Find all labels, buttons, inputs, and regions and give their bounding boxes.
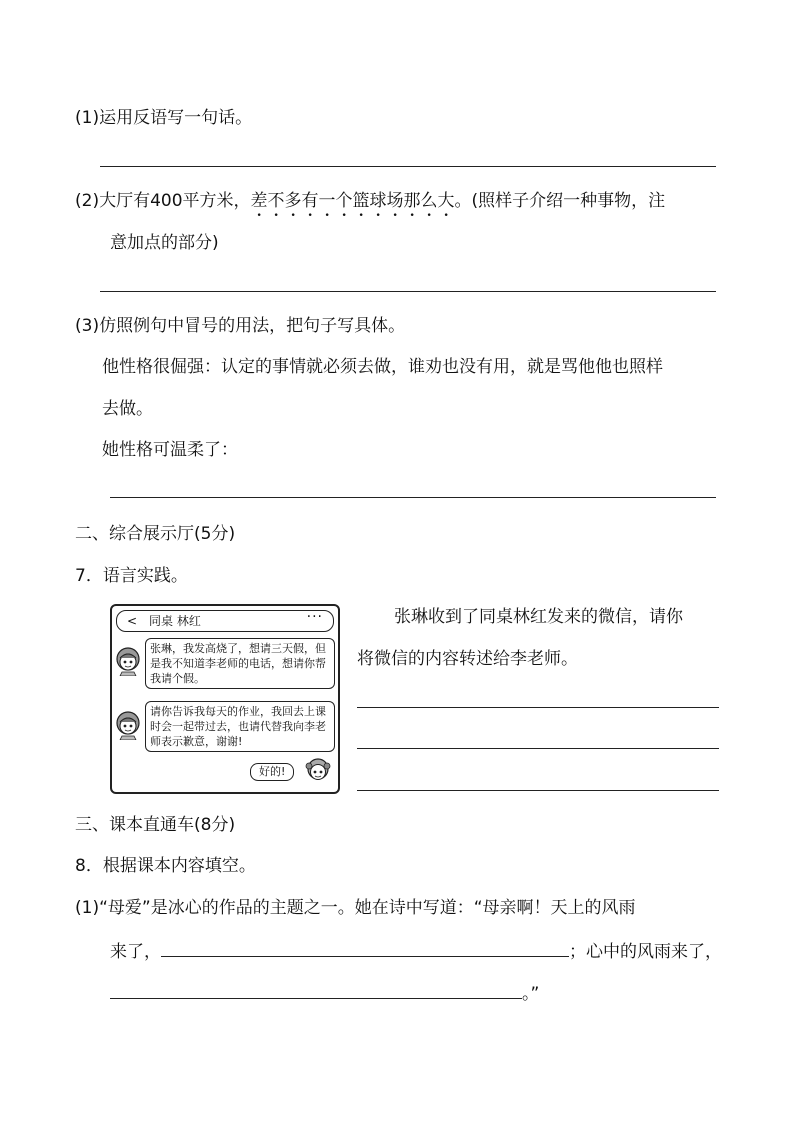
- q7-instruction: 张琳收到了同桌林红发来的微信，请你: [394, 607, 683, 627]
- q8-text: 来了，: [110, 942, 161, 962]
- question-1: (1)运用反语写一句话。: [75, 108, 253, 128]
- answer-line[interactable]: [357, 748, 719, 749]
- more-icon: ···: [306, 609, 323, 625]
- question-2-cont: 意加点的部分): [110, 233, 219, 253]
- q8-text: ；心中的风雨来了，: [569, 942, 722, 962]
- answer-line[interactable]: [100, 291, 716, 292]
- question-3: (3)仿照例句中冒号的用法，把句子写具体。: [75, 316, 406, 336]
- answer-line[interactable]: [357, 790, 719, 791]
- q3-example: 他性格很倔强：认定的事情就必须去做，谁劝也没有用，就是骂他他也照样: [102, 357, 663, 377]
- chat-message-2: 请你告诉我每天的作业，我回去上课时会一起带过去，也请代替我向李老师表示歉意，谢谢!: [145, 701, 335, 752]
- answer-line[interactable]: [357, 707, 719, 708]
- question-8-1-line3: [110, 980, 539, 1006]
- q3-example-cont: 去做。: [102, 399, 153, 419]
- avatar-icon: [305, 756, 331, 786]
- back-arrow-icon: <: [127, 614, 138, 628]
- fill-blank[interactable]: [161, 938, 569, 957]
- chat-title: 同桌 林红: [149, 614, 201, 628]
- q2-text-post: 。(照样子介绍一种事物，注: [454, 191, 666, 211]
- chat-message-1: 张琳，我发高烧了，想请三天假，但是我不知道李老师的电话，想请你帮我请个假。: [145, 638, 335, 689]
- avatar-icon: [115, 646, 141, 676]
- question-2: [75, 189, 665, 221]
- q3-prompt: 她性格可温柔了：: [102, 440, 238, 460]
- answer-line[interactable]: [100, 166, 716, 167]
- question-8-1-line2: [110, 938, 722, 964]
- avatar-icon: [115, 710, 141, 740]
- q8-text: 。”: [522, 984, 540, 1004]
- q7-instruction-cont: 将微信的内容转述给李老师。: [357, 649, 578, 669]
- question-8: 8．根据课本内容填空。: [75, 856, 256, 876]
- chat-reply: 好的!: [250, 763, 294, 781]
- answer-line[interactable]: [110, 497, 716, 498]
- chat-topbar: [116, 610, 334, 632]
- q2-dotted-text: 差不多有一个篮球场那么大: [250, 191, 455, 211]
- section-3-heading: 三、课本直通车(8分): [75, 815, 236, 835]
- q2-text-pre: (2)大厅有400平方米，: [75, 191, 251, 211]
- question-7: 7．语言实践。: [75, 566, 188, 586]
- fill-blank[interactable]: [110, 980, 522, 999]
- section-2-heading: 二、综合展示厅(5分): [75, 524, 236, 544]
- question-8-1: (1)“母爱”是冰心的作品的主题之一。她在诗中写道：“母亲啊！天上的风雨: [75, 898, 636, 918]
- wechat-illustration: [110, 604, 340, 794]
